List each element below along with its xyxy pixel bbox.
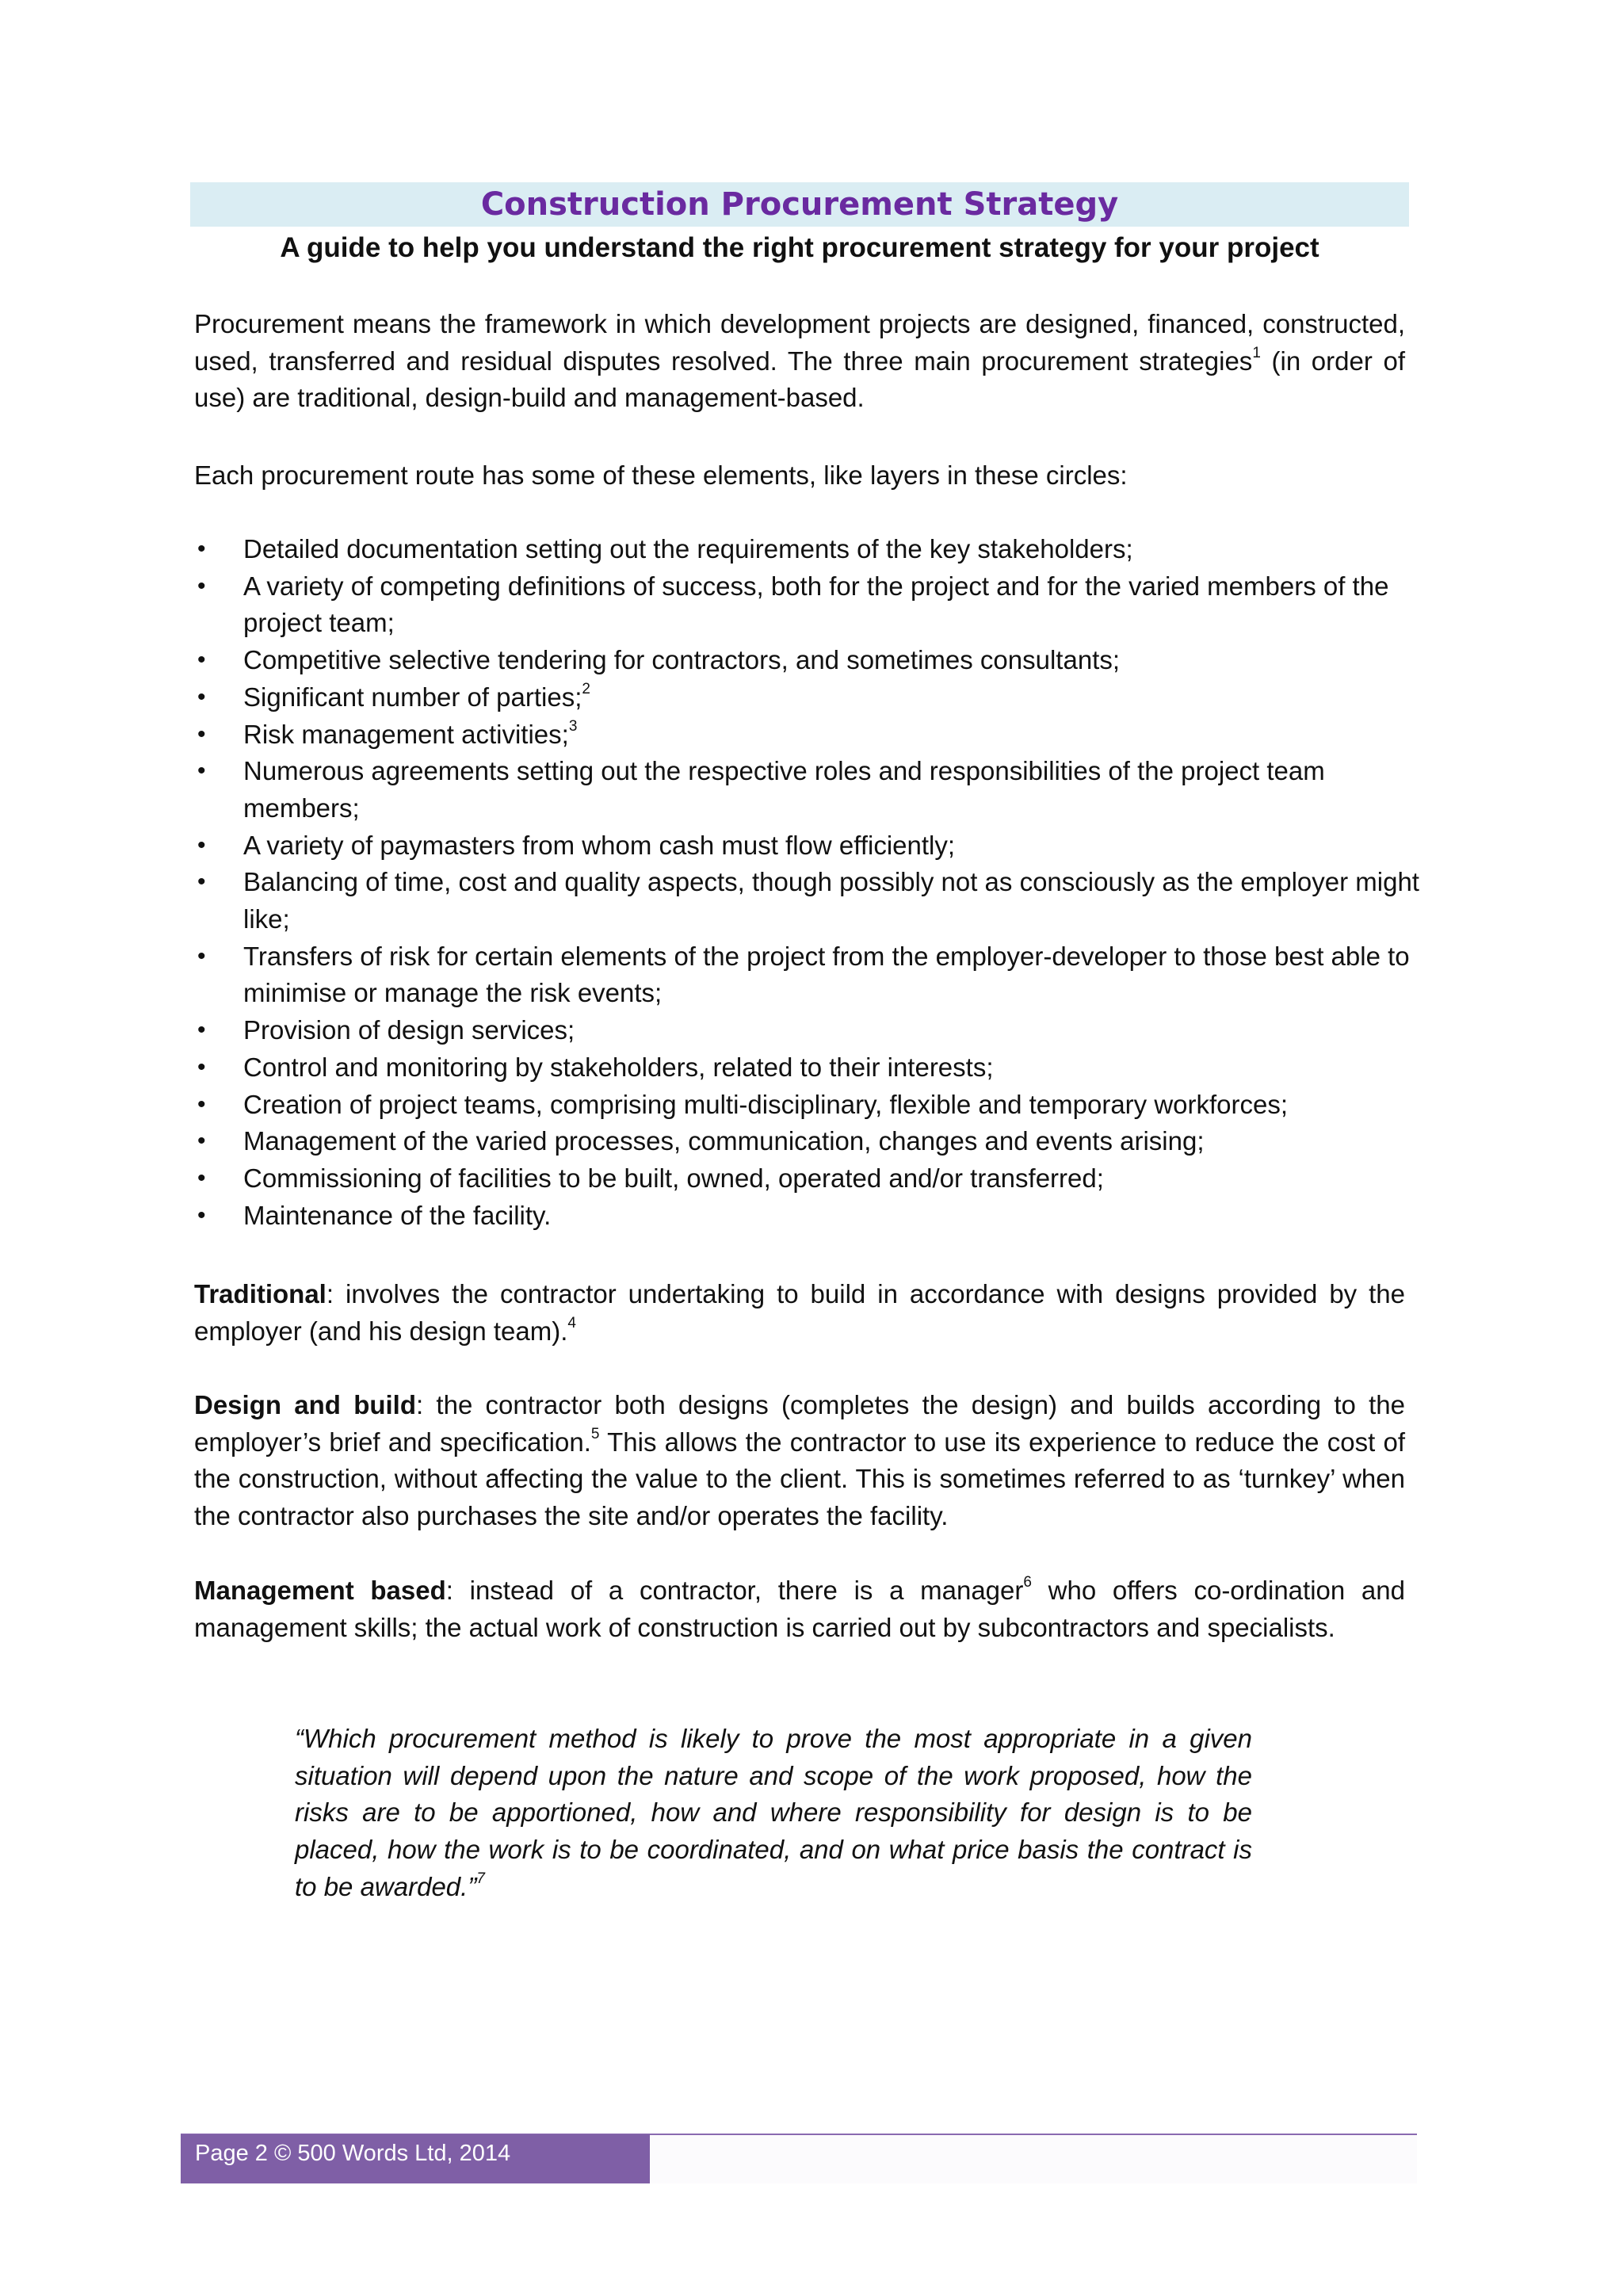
list-item xyxy=(194,1087,1430,1124)
list-item-text: Maintenance of the facility. xyxy=(243,1200,552,1230)
footnote-ref-1[interactable]: 1 xyxy=(1252,344,1261,361)
footer-band-fade xyxy=(650,2135,1417,2183)
list-item xyxy=(194,642,1430,679)
footnote-ref-4[interactable]: 4 xyxy=(567,1314,576,1331)
bullet-icon: • xyxy=(197,1164,206,1191)
bullet-icon: • xyxy=(197,1128,206,1155)
list-item-text: Control and monitoring by stakeholders, related to their interests; xyxy=(243,1052,994,1082)
list-item xyxy=(194,679,1430,716)
design-build-term: Design and build xyxy=(194,1390,416,1419)
list-item-text: Balancing of time, cost and quality aspects, though possibly not as consciously as the employer might like; xyxy=(243,867,1419,934)
bullet-icon: • xyxy=(197,831,206,858)
design-build-text-a: : the contractor both designs (completes the design) and builds according to the employer’s brief and specification. xyxy=(194,1390,1405,1457)
footnote-ref-3[interactable]: 3 xyxy=(568,717,578,735)
bullet-icon: • xyxy=(197,647,206,674)
list-item xyxy=(194,938,1430,1012)
intro-text-a: Procurement means the framework in which development projects are designed, financed, constructed, used, transferred and residual disputes resolved. The three main procurement strategies xyxy=(194,309,1405,376)
list-item-text: Competitive selective tendering for contractors, and sometimes consultants; xyxy=(243,645,1121,675)
bullet-icon: • xyxy=(197,720,206,747)
footnote-ref-7[interactable]: 7 xyxy=(476,1870,485,1887)
elements-bullet-list xyxy=(194,531,1430,1234)
page-subtitle: A guide to help you understand the right procurement strategy for your project xyxy=(280,232,1319,263)
list-item xyxy=(194,753,1430,827)
design-build-text-b: This allows the contractor to use its experience to reduce the cost of the construction, without affecting the value to the client. This is sometimes referred to as ‘turnkey’ when the contractor also purchases the site and/or operates the facility. xyxy=(194,1427,1405,1531)
bullet-icon: • xyxy=(197,683,206,710)
design-build-paragraph xyxy=(194,1387,1405,1535)
bullet-icon: • xyxy=(197,942,206,969)
bullet-icon: • xyxy=(197,869,206,896)
list-item-text: A variety of competing definitions of success, both for the project and for the varied members of the project team; xyxy=(243,571,1389,638)
bullet-icon: • xyxy=(197,758,206,785)
list-item-text: Significant number of parties; xyxy=(243,682,582,712)
management-term: Management based xyxy=(194,1576,446,1605)
list-item xyxy=(194,1123,1430,1160)
bullet-icon: • xyxy=(197,1017,206,1044)
block-quote xyxy=(295,1721,1252,1906)
traditional-text: : involves the contractor undertaking to build in accordance with designs provided by the employer (and his design team). xyxy=(194,1279,1405,1346)
bullet-icon: • xyxy=(197,1201,206,1228)
traditional-term: Traditional xyxy=(194,1279,327,1308)
list-item-text: Transfers of risk for certain elements of the project from the employer-developer to those best able to minimise or manage the risk events; xyxy=(243,941,1410,1008)
footer-band xyxy=(181,2134,650,2183)
management-text-a: : instead of a contractor, there is a manager xyxy=(445,1576,1024,1605)
footer-page-copyright: Page 2 © 500 Words Ltd, 2014 xyxy=(195,2141,511,2166)
bullet-icon: • xyxy=(197,1091,206,1117)
list-item-text: Commissioning of facilities to be built, owned, operated and/or transferred; xyxy=(243,1163,1104,1193)
intro-paragraph xyxy=(194,306,1405,417)
management-text-b: who offers co-ordination and management skills; the actual work of construction is carried out by subcontractors and specialists. xyxy=(194,1576,1405,1642)
list-item-text: Risk management activities; xyxy=(243,719,569,749)
list-item xyxy=(194,864,1430,938)
quote-text: “Which procurement method is likely to prove the most appropriate in a given situation will depend upon the nature and scope of the work proposed, how the risks are to be apportioned, how and where responsibility for design is to be placed, how the work is to be coordinated, and on what price basis the contract is to be awarded.” xyxy=(295,1724,1252,1901)
bullet-icon: • xyxy=(197,572,206,599)
list-item-text: Numerous agreements setting out the respective roles and responsibilities of the project team members; xyxy=(243,756,1325,823)
footnote-ref-2[interactable]: 2 xyxy=(582,680,590,697)
list-item-text: A variety of paymasters from whom cash must flow efficiently; xyxy=(243,830,956,860)
list-item xyxy=(194,568,1430,642)
intro-text-b: (in order of use) are traditional, design-build and management-based. xyxy=(194,346,1405,413)
title-band xyxy=(190,182,1409,227)
footnote-ref-5[interactable]: 5 xyxy=(590,1425,600,1442)
list-item-text: Detailed documentation setting out the requirements of the key stakeholders; xyxy=(243,534,1133,563)
list-item xyxy=(194,1160,1430,1198)
list-item xyxy=(194,531,1430,568)
list-item xyxy=(194,1198,1430,1235)
elements-lead-paragraph: Each procurement route has some of these elements, like layers in these circles: xyxy=(194,460,1128,490)
list-item xyxy=(194,1012,1430,1049)
list-item xyxy=(194,827,1430,865)
bullet-icon: • xyxy=(197,1053,206,1080)
footnote-ref-6[interactable]: 6 xyxy=(1023,1574,1032,1591)
list-item-text: Provision of design services; xyxy=(243,1015,575,1045)
management-paragraph xyxy=(194,1572,1405,1646)
page-title: Construction Procurement Strategy xyxy=(480,186,1119,223)
bullet-icon: • xyxy=(197,536,206,562)
list-item-text: Management of the varied processes, communication, changes and events arising; xyxy=(243,1126,1205,1156)
list-item-text: Creation of project teams, comprising multi-disciplinary, flexible and temporary workforces; xyxy=(243,1089,1289,1119)
list-item xyxy=(194,1049,1430,1087)
list-item xyxy=(194,716,1430,754)
traditional-paragraph xyxy=(194,1276,1405,1350)
